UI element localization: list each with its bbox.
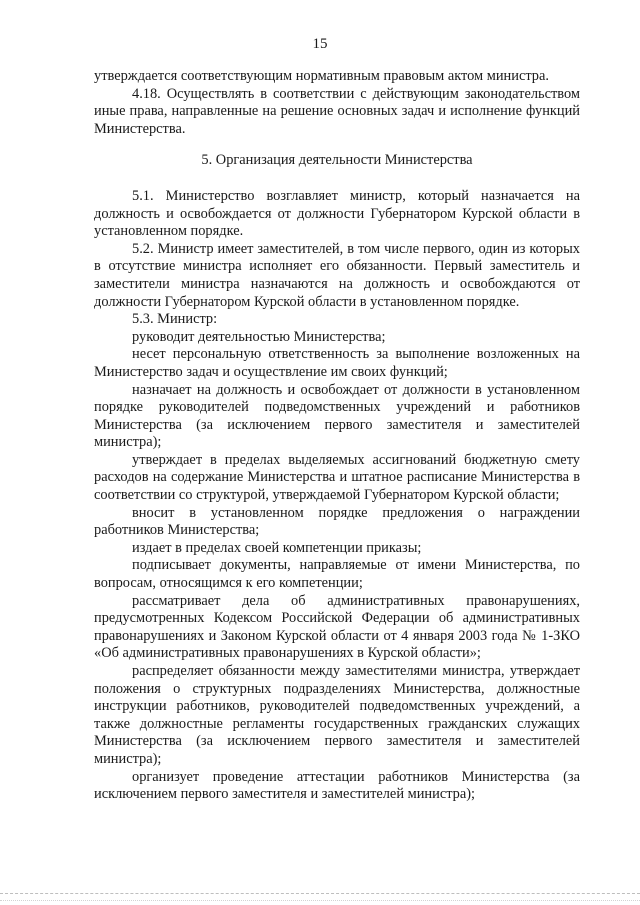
list-item: распределяет обязанности между заместителями министра, утверждает положения о структурных подразделениях Министерства, должностные инструкции работников, руководителей подведомственных учреждений, а также должностные регламенты государственных гражданских служащих Министерства (за исключением первого заместителя и заместителей министра); <box>94 663 580 767</box>
paragraph-5-1: 5.1. Министерство возглавляет министр, который назначается на должность и освобождается от должности Губернатором Курской области в установленном порядке. <box>94 187 580 240</box>
list-item: рассматривает дела об административных правонарушениях, предусмотренных Кодексом Российской Федерации об административных правонарушениях и Законом Курской области от 4 января 2003 года № 1-ЗКО «Об административных правонарушениях в Курской области»; <box>94 592 580 662</box>
list-item: подписывает документы, направляемые от имени Министерства, по вопросам, относящимся к его компетенции; <box>94 557 580 592</box>
list-item: назначает на должность и освобождает от должности в установленном порядке руководителей подведомственных учреждений и работников Министерства (за исключением первого заместителя и заместителей министра); <box>94 381 580 451</box>
scan-edge-line <box>0 893 640 901</box>
document-body <box>94 68 580 804</box>
list-item: организует проведение аттестации работников Министерства (за исключением первого заместителя и заместителей министра); <box>94 768 580 803</box>
paragraph-continued: утверждается соответствующим нормативным правовым актом министра. <box>94 68 549 84</box>
list-item: вносит в установленном порядке предложения о награждении работников Министерства; <box>94 504 580 539</box>
page-number: 15 <box>312 36 328 52</box>
paragraph-5-2: 5.2. Министр имеет заместителей, в том числе первого, один из которых в отсутствие министра исполняет его обязанности. Первый заместитель и заместители министра назначаются на должность и освобождаются от должности Губернатором Курской области в установленном порядке. <box>94 240 580 310</box>
paragraph-4-18: 4.18. Осуществлять в соответствии с действующим законодательством иные права, направленные на решение основных задач и исполнение функций Министерства. <box>94 85 580 137</box>
paragraph-5-3: 5.3. Министр: <box>132 311 218 328</box>
list-item: руководит деятельностью Министерства; <box>132 328 386 345</box>
list-item: утверждает в пределах выделяемых ассигнований бюджетную смету расходов на содержание Министерства и штатное расписание Министерства в соответствии со структурой, утверждаемой Губернатором Курской области; <box>94 451 580 504</box>
list-item: издает в пределах своей компетенции приказы; <box>132 539 422 556</box>
section-heading: 5. Организация деятельности Министерства <box>201 152 473 169</box>
list-item: несет персональную ответственность за выполнение возложенных на Министерство задач и осуществление им своих функций; <box>94 346 580 380</box>
